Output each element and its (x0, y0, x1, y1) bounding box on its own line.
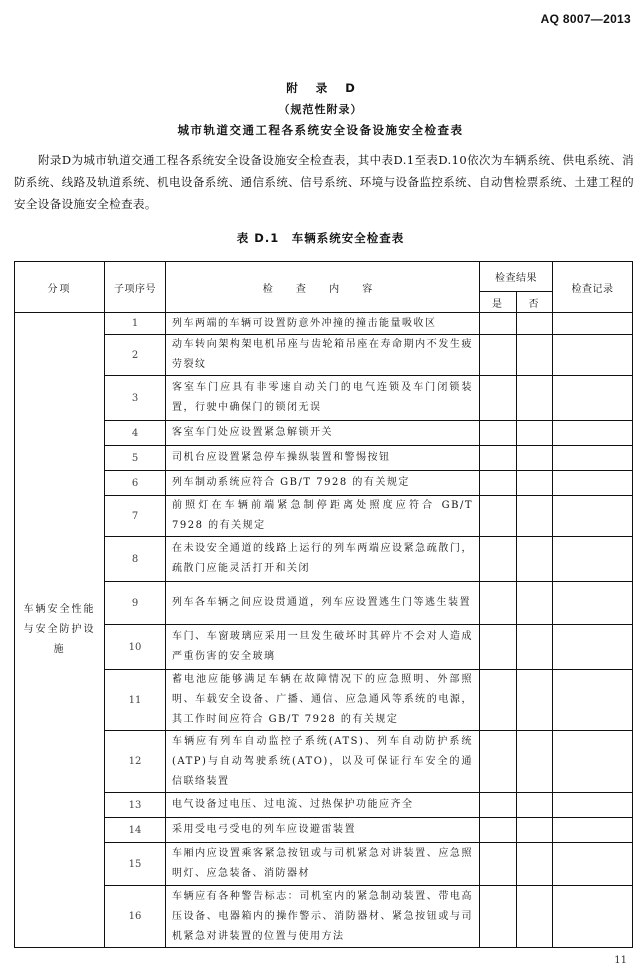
sub-no-cell: 13 (105, 793, 166, 818)
record-cell[interactable] (553, 537, 633, 582)
sub-no-cell: 8 (105, 537, 166, 582)
record-cell[interactable] (553, 313, 633, 335)
table-row (15, 313, 633, 335)
result-no-cell[interactable] (517, 471, 553, 496)
result-yes-cell[interactable] (480, 670, 517, 731)
record-cell[interactable] (553, 625, 633, 670)
content-cell: 动车转向架构架电机吊座与齿轮箱吊座在寿命期内不发生疲劳裂纹 (166, 335, 480, 376)
table-row (15, 446, 633, 471)
content-cell: 列车制动系统应符合 GB/T 7928 的有关规定 (166, 471, 480, 496)
result-no-cell[interactable] (517, 537, 553, 582)
result-yes-cell[interactable] (480, 625, 517, 670)
content-cell: 车厢内应设置乘客紧急按钮或与司机紧急对讲装置、应急照明灯、应急装备、消防器材 (166, 843, 480, 886)
content-cell: 列车各车辆之间应设贯通道，列车应设置逃生门等逃生装置 (166, 582, 480, 625)
sub-no-cell: 10 (105, 625, 166, 670)
document-number: AQ 8007—2013 (540, 12, 631, 26)
result-no-cell[interactable] (517, 670, 553, 731)
sub-no-cell: 12 (105, 731, 166, 793)
table-row (15, 376, 633, 421)
result-yes-cell[interactable] (480, 446, 517, 471)
content-cell: 蓄电池应能够满足车辆在故障情况下的应急照明、外部照明、车载安全设备、广播、通信、应急通风等系统的电源，其工作时间应符合 GB/T 7928 的有关规定 (166, 670, 480, 731)
content-cell: 采用受电弓受电的列车应设避雷装置 (166, 818, 480, 843)
result-yes-cell[interactable] (480, 731, 517, 793)
table-row (15, 496, 633, 537)
category-cell: 车辆安全性能与安全防护设施 (15, 313, 105, 948)
sub-no-cell: 6 (105, 471, 166, 496)
record-cell[interactable] (553, 731, 633, 793)
content-cell: 客室车门应具有非零速自动关门的电气连锁及车门闭锁装置，行驶中确保门的锁闭无误 (166, 376, 480, 421)
result-yes-cell[interactable] (480, 793, 517, 818)
sub-no-cell: 4 (105, 421, 166, 446)
sub-no-cell: 5 (105, 446, 166, 471)
header-sub-no: 子项序号 (105, 262, 166, 313)
header-category: 分项 (15, 262, 105, 313)
content-cell: 列车两端的车辆可设置防意外冲撞的撞击能量吸收区 (166, 313, 480, 335)
result-yes-cell[interactable] (480, 537, 517, 582)
table-row (15, 471, 633, 496)
result-yes-cell[interactable] (480, 818, 517, 843)
content-cell: 司机台应设置紧急停车操纵装置和警惕按钮 (166, 446, 480, 471)
result-no-cell[interactable] (517, 582, 553, 625)
header-result: 检查结果 (480, 262, 553, 292)
sub-no-cell: 1 (105, 313, 166, 335)
result-no-cell[interactable] (517, 793, 553, 818)
sub-no-cell: 11 (105, 670, 166, 731)
page-number: 11 (614, 955, 627, 966)
sub-no-cell: 2 (105, 335, 166, 376)
content-cell: 前照灯在车辆前端紧急制停距离处照度应符合 GB/T 7928 的有关规定 (166, 496, 480, 537)
result-no-cell[interactable] (517, 313, 553, 335)
result-yes-cell[interactable] (480, 886, 517, 948)
table-row (15, 843, 633, 886)
result-yes-cell[interactable] (480, 496, 517, 537)
result-no-cell[interactable] (517, 843, 553, 886)
header-content: 检 查 内 容 (166, 262, 480, 313)
record-cell[interactable] (553, 421, 633, 446)
record-cell[interactable] (553, 818, 633, 843)
sub-no-cell: 14 (105, 818, 166, 843)
intro-paragraph: 附录D为城市轨道交通工程各系统安全设备设施安全检查表，其中表D.1至表D.10依次为车辆系统、供电系统、消防系统、线路及轨道系统、机电设备系统、通信系统、信号系统、环境与设备监控系统、自动售检票系统、土建工程的安全设备设施安全检查表。 (14, 153, 634, 211)
table-row (15, 886, 633, 948)
result-no-cell[interactable] (517, 421, 553, 446)
table-row (15, 582, 633, 625)
result-no-cell[interactable] (517, 886, 553, 948)
appendix-title: 附 录 D (286, 81, 355, 95)
result-yes-cell[interactable] (480, 376, 517, 421)
sub-no-cell: 7 (105, 496, 166, 537)
table-row (15, 793, 633, 818)
table-row (15, 335, 633, 376)
result-yes-cell[interactable] (480, 582, 517, 625)
record-cell[interactable] (553, 446, 633, 471)
result-no-cell[interactable] (517, 446, 553, 471)
result-yes-cell[interactable] (480, 335, 517, 376)
result-no-cell[interactable] (517, 496, 553, 537)
table-row (15, 670, 633, 731)
result-yes-cell[interactable] (480, 313, 517, 335)
result-yes-cell[interactable] (480, 843, 517, 886)
record-cell[interactable] (553, 496, 633, 537)
result-no-cell[interactable] (517, 818, 553, 843)
result-no-cell[interactable] (517, 376, 553, 421)
table-row (15, 818, 633, 843)
sub-no-cell: 3 (105, 376, 166, 421)
result-no-cell[interactable] (517, 335, 553, 376)
sub-no-cell: 9 (105, 582, 166, 625)
record-cell[interactable] (553, 471, 633, 496)
record-cell[interactable] (553, 582, 633, 625)
content-cell: 电气设备过电压、过电流、过热保护功能应齐全 (166, 793, 480, 818)
content-cell: 车辆应有各种警告标志：司机室内的紧急制动装置、带电高压设备、电器箱内的操作警示、消防器材、紧急按钮或与司机紧急对讲装置的位置与使用方法 (166, 886, 480, 948)
record-cell[interactable] (553, 843, 633, 886)
header-no: 否 (517, 292, 553, 313)
table-row (15, 421, 633, 446)
table-row (15, 625, 633, 670)
header-yes: 是 (480, 292, 517, 313)
record-cell[interactable] (553, 335, 633, 376)
result-yes-cell[interactable] (480, 471, 517, 496)
result-yes-cell[interactable] (480, 421, 517, 446)
sub-no-cell: 16 (105, 886, 166, 948)
content-cell: 车辆应有列车自动监控子系统(ATS)、列车自动防护系统(ATP)与自动驾驶系统(ATO)，以及可保证行车安全的通信联络装置 (166, 731, 480, 793)
record-cell[interactable] (553, 886, 633, 948)
vehicle-safety-checklist-table (14, 261, 633, 948)
table-caption: 表 D.1 车辆系统安全检查表 (236, 231, 405, 245)
appendix-heading: 城市轨道交通工程各系统安全设备设施安全检查表 (177, 123, 464, 137)
content-cell: 在未设安全通道的线路上运行的列车两端应设紧急疏散门，疏散门应能灵活打开和关闭 (166, 537, 480, 582)
result-no-cell[interactable] (517, 625, 553, 670)
table-row (15, 731, 633, 793)
content-cell: 车门、车窗玻璃应采用一旦发生破坏时其碎片不会对人造成严重伤害的安全玻璃 (166, 625, 480, 670)
content-cell: 客室车门处应设置紧急解锁开关 (166, 421, 480, 446)
table-row (15, 537, 633, 582)
appendix-type: （规范性附录） (278, 103, 363, 116)
header-record: 检查记录 (553, 262, 633, 313)
sub-no-cell: 15 (105, 843, 166, 886)
record-cell[interactable] (553, 376, 633, 421)
record-cell[interactable] (553, 793, 633, 818)
result-no-cell[interactable] (517, 731, 553, 793)
record-cell[interactable] (553, 670, 633, 731)
